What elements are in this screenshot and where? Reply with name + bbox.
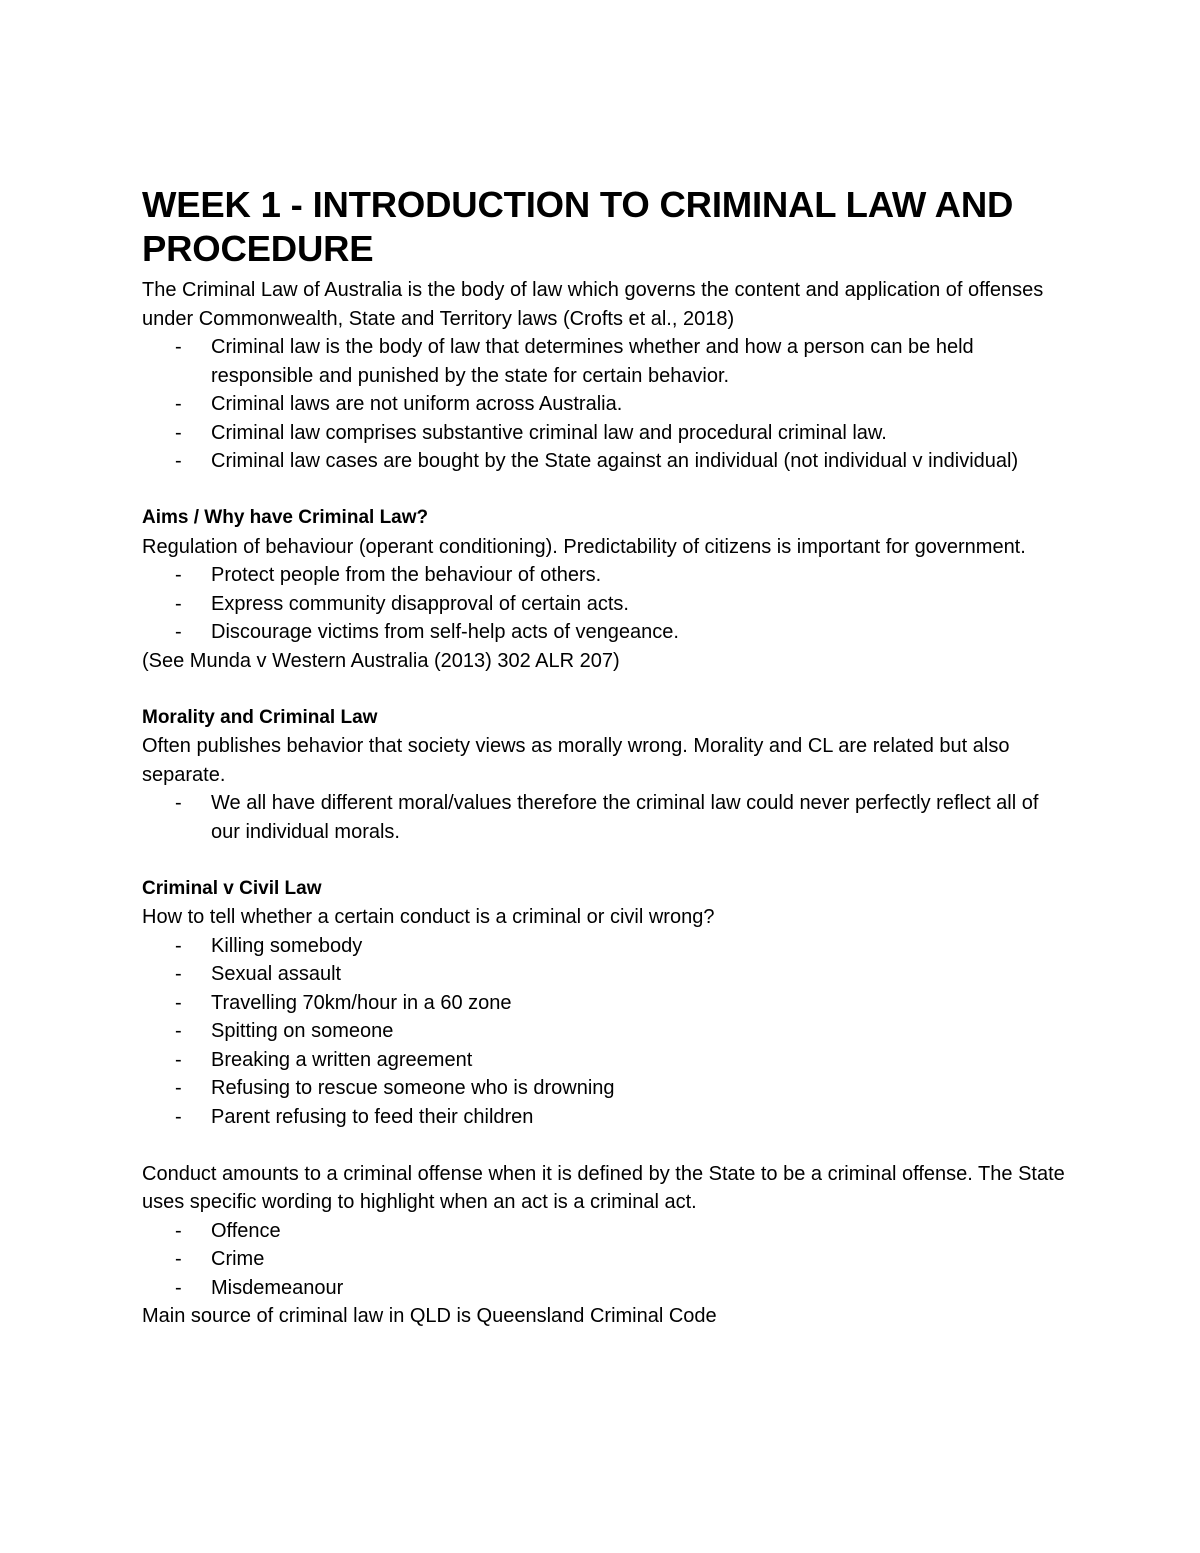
dash-bullet: - [175,963,182,985]
list-item: - Discourage victims from self-help acts of vengeance. [142,618,1067,647]
intro-paragraph: The Criminal Law of Australia is the body of law which governs the content and application of offenses under Commonwealth, State and Territory laws (Crofts et al., 2018) [142,279,1044,330]
page-title: WEEK 1 - INTRODUCTION TO CRIMINAL LAW AND PROCEDURE [142,184,1014,269]
list-item: - Sexual assault [142,960,1067,989]
dash-bullet: - [175,336,182,358]
dash-bullet: - [175,1020,182,1042]
dash-bullet: - [175,792,182,814]
list-item: - Killing somebody [142,932,1067,961]
dash-bullet: - [175,1248,182,1270]
dash-bullet: - [175,564,182,586]
dash-bullet: - [175,1219,182,1242]
spacer [142,675,1067,704]
morality-paragraph: Often publishes behavior that society views as morally wrong. Morality and CL are related but also separate. [142,735,1010,786]
list-item: - Criminal law cases are bought by the State against an individual (not individual v individual) [142,447,1067,476]
closing-paragraph: Main source of criminal law in QLD is Queensland Criminal Code [142,1305,717,1327]
dash-bullet: - [175,1077,182,1099]
section-heading-aims: Aims / Why have Criminal Law? [142,507,429,528]
dash-bullet: - [175,1276,182,1299]
civil-paragraph: How to tell whether a certain conduct is a criminal or civil wrong? [142,906,715,928]
spacer [142,1131,1067,1160]
morality-list [142,789,1067,846]
dash-bullet: - [175,1048,182,1071]
list-item: - Crime [142,1245,1067,1274]
list-item: - We all have different moral/values therefore the criminal law could never perfectly reflect all of our individual morals. [142,789,1067,846]
list-item: - Refusing to rescue someone who is drowning [142,1074,1067,1103]
dash-bullet: - [175,934,182,957]
dash-bullet: - [175,393,182,415]
dash-bullet: - [175,592,182,615]
list-item: - Misdemeanour [142,1274,1067,1303]
conduct-paragraph: Conduct amounts to a criminal offense when it is defined by the State to be a criminal offense. The State uses specific wording to highlight when an act is a criminal act. [142,1162,1065,1213]
spacer [142,476,1067,505]
aims-paragraph: Regulation of behaviour (operant conditioning). Predictability of citizens is important for government. [142,535,1026,558]
civil-list [142,932,1067,1132]
list-item: - Criminal law is the body of law that determines whether and how a person can be held responsible and punished by the state for certain behavior. [142,333,1067,390]
list-item: - Travelling 70km/hour in a 60 zone [142,989,1067,1018]
list-item: - Breaking a written agreement [142,1046,1067,1075]
list-item: - Criminal laws are not uniform across Australia. [142,390,1067,419]
list-item: - Criminal law comprises substantive criminal law and procedural criminal law. [142,419,1067,448]
section-heading-morality: Morality and Criminal Law [142,706,378,728]
dash-bullet: - [175,421,182,444]
aims-case-note: (See Munda v Western Australia (2013) 302 ALR 207) [142,649,620,672]
conduct-list [142,1217,1067,1303]
intro-list [142,333,1067,476]
aims-list [142,561,1067,647]
list-item: - Parent refusing to feed their children [142,1103,1067,1132]
section-heading-civil: Criminal v Civil Law [142,877,322,899]
dash-bullet: - [175,621,182,643]
document-page [142,183,1067,1331]
dash-bullet: - [175,991,182,1014]
list-item: - Protect people from the behaviour of others. [142,561,1067,590]
list-item: - Spitting on someone [142,1017,1067,1046]
dash-bullet: - [175,450,182,472]
list-item: - Express community disapproval of certain acts. [142,590,1067,619]
dash-bullet: - [175,1105,182,1128]
list-item: - Offence [142,1217,1067,1246]
spacer [142,846,1067,875]
